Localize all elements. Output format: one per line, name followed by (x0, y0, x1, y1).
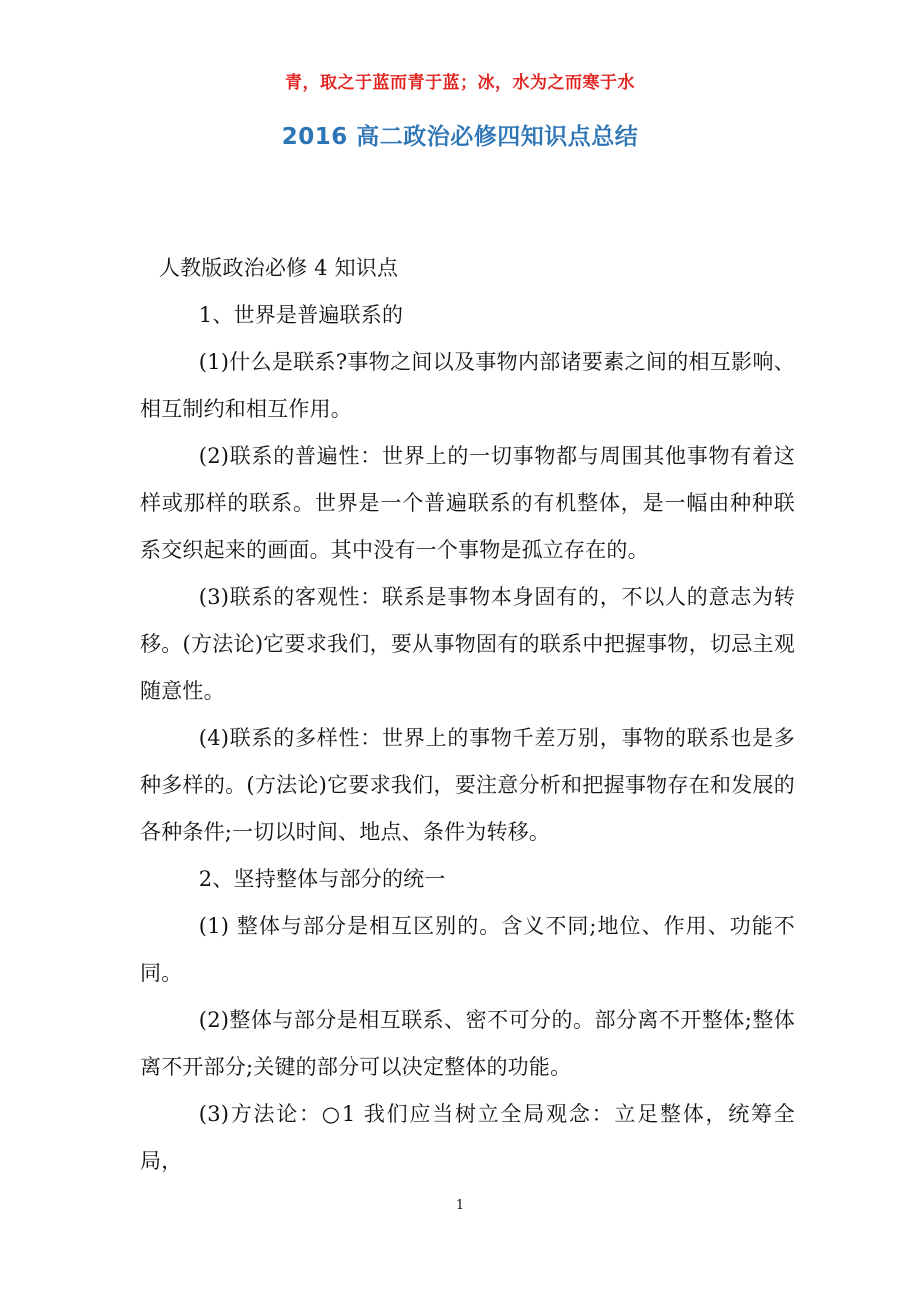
paragraph-2-1: (1) 整体与部分是相互区别的。含义不同;地位、作用、功能不同。 (140, 914, 795, 985)
section-intro: 人教版政治必修 4 知识点 (158, 256, 399, 280)
header-motto: 青，取之于蓝而青于蓝；冰，水为之而寒于水 (285, 73, 635, 93)
paragraph-1-1: (1)什么是联系?事物之间以及事物内部诸要素之间的相互影响、相互制约和相互作用。 (140, 350, 795, 421)
paragraph-2-3: (3)方法论：○1 我们应当树立全局观念：立足整体，统筹全局， (140, 1102, 795, 1173)
document-title: 2016 高二政治必修四知识点总结 (281, 124, 639, 150)
paragraph-1-2: (2)联系的普遍性：世界上的一切事物都与周围其他事物有着这样或那样的联系。世界是一个普遍联系的有机整体，是一幅由种种联系交织起来的画面。其中没有一个事物是孤立存在的。 (140, 444, 795, 562)
paragraph-1-3: (3)联系的客观性：联系是事物本身固有的，不以人的意志为转移。(方法论)它要求我们，要从事物固有的联系中把握事物，切忌主观随意性。 (140, 585, 795, 703)
paragraph-2-2: (2)整体与部分是相互联系、密不可分的。部分离不开整体;整体离不开部分;关键的部分可以决定整体的功能。 (140, 1008, 795, 1079)
section-heading-1: 1、世界是普遍联系的 (198, 303, 404, 327)
section-heading-2: 2、坚持整体与部分的统一 (198, 867, 446, 891)
page-number: 1 (455, 1198, 465, 1213)
paragraph-1-4: (4)联系的多样性：世界上的事物千差万别，事物的联系也是多种多样的。(方法论)它要求我们，要注意分析和把握事物存在和发展的各种条件;一切以时间、地点、条件为转移。 (140, 726, 795, 844)
document-body (140, 245, 795, 1185)
